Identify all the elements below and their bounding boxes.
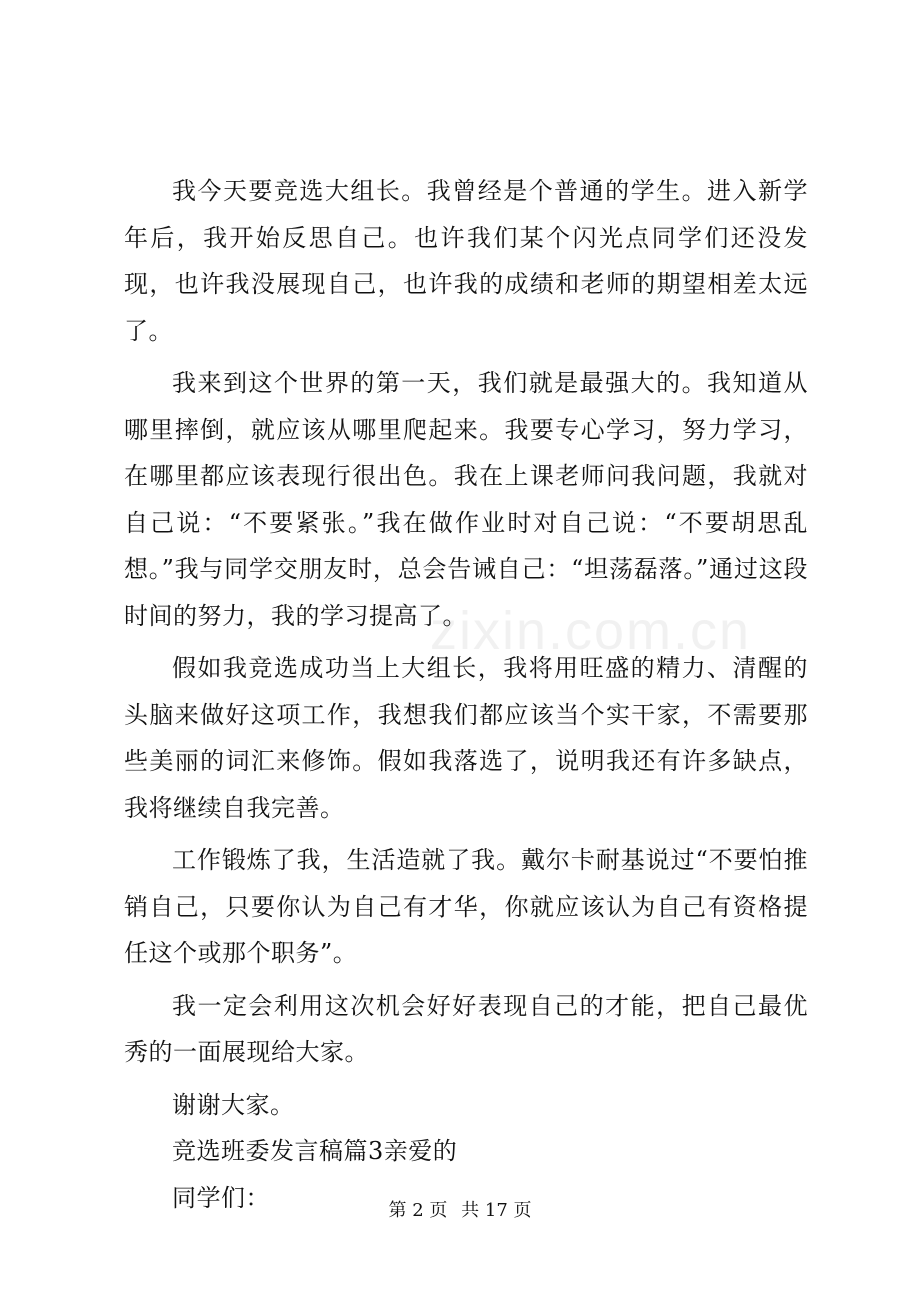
paragraph-7: 竞选班委发言稿篇3亲爱的 bbox=[172, 1137, 458, 1165]
page-footer bbox=[0, 1196, 920, 1222]
paragraph-3: 假如我竞选成功当上大组长，我将用旺盛的精力、清醒的头脑来做好这项工作，我想我们都应该当个实干家，不需要那些美丽的词汇来修饰。假如我落选了，说明我还有许多缺点，我将继续自我完善。 bbox=[124, 654, 808, 822]
document-body bbox=[124, 168, 808, 1221]
paragraph-4: 工作锻炼了我，生活造就了我。戴尔卡耐基说过“不要怕推销自己，只要你认为自己有才华，你就应该认为自己有资格提任这个或那个职务”。 bbox=[124, 846, 808, 967]
watermark: zixin.com.cn bbox=[430, 601, 752, 661]
page-number: 第 2 页 bbox=[388, 1200, 448, 1221]
page-total: 共 17 页 bbox=[461, 1200, 532, 1221]
paragraph-5: 我一定会利用这次机会好好表现自己的才能，把自己最优秀的一面展现给大家。 bbox=[124, 991, 808, 1066]
paragraph-6: 谢谢大家。 bbox=[172, 1090, 295, 1119]
paragraph-8: 同学们： bbox=[172, 1183, 270, 1212]
paragraph-2: 我来到这个世界的第一天，我们就是最强大的。我知道从哪里摔倒，就应该从哪里爬起来。我要专心学习，努力学习，在哪里都应该表现行很出色。我在上课老师问我问题，我就对自己说：“不要紧张。”我在做作业时对自己说：“不要胡思乱想。”我与同学交朋友时，总会告诫自己：“坦荡磊落。”通过这段时间的努力，我的学习提高了。 bbox=[124, 369, 808, 630]
paragraph-1: 我今天要竞选大组长。我曾经是个普通的学生。进入新学年后，我开始反思自己。也许我们某个闪光点同学们还没发现，也许我没展现自己，也许我的成绩和老师的期望相差太远了。 bbox=[124, 177, 808, 345]
